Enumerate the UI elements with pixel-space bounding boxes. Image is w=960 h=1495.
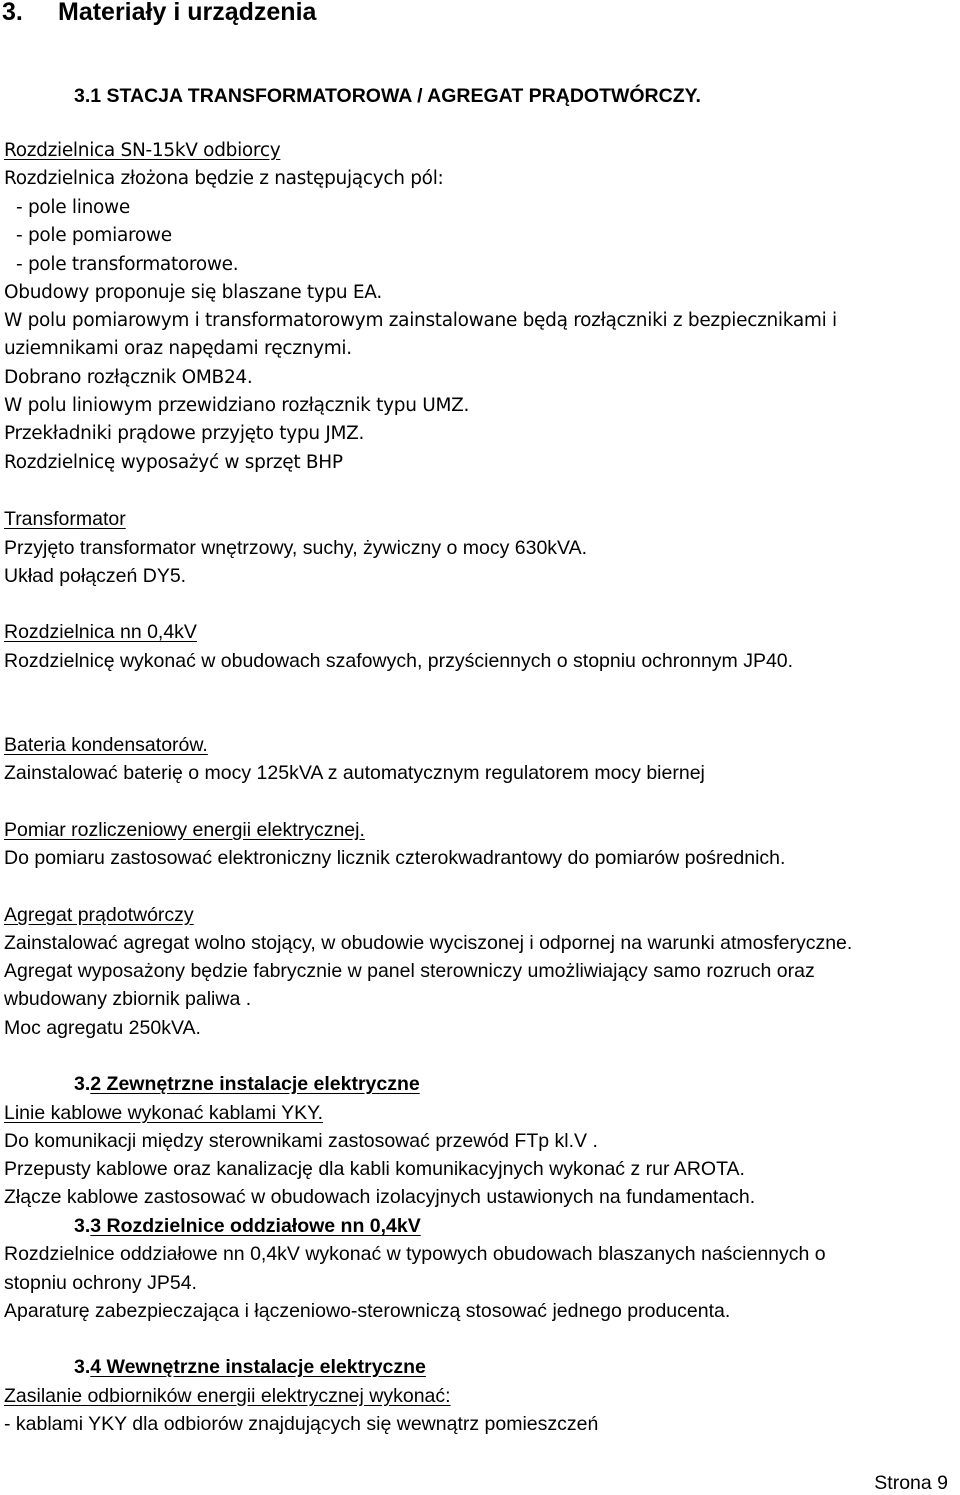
text-line: Aparaturę zabezpieczająca i łączeniowo-sterowniczą stosować jednego producenta. [4,1300,731,1322]
section-3-2-title [74,1072,420,1096]
section-3-1-title: 3.1 STACJA TRANSFORMATOROWA / AGREGAT PRĄDOTWÓRCZY. [74,85,701,107]
transformer-heading: Transformator [4,508,126,530]
text-line: Obudowy proponuje się blaszane typu EA. [4,282,382,303]
text-line: Rozdzielnicę wyposażyć w sprzęt BHP [4,452,343,473]
section-title: 2 Zewnętrzne instalacje elektryczne [90,1073,420,1095]
text-line: stopniu ochrony JP54. [4,1272,197,1294]
text-line: Przepusty kablowe oraz kanalizację dla kabli komunikacyjnych wykonać z rur AROTA. [4,1158,745,1180]
capacitor-bank-heading: Bateria kondensatorów. [4,734,208,756]
text-line: Agregat wyposażony będzie fabrycznie w panel sterowniczy umożliwiający samo rozruch oraz [4,960,815,982]
chapter-number: 3. [2,0,23,26]
lv-switchgear-heading: Rozdzielnica nn 0,4kV [4,621,197,643]
text-line: uziemnikami oraz napędami ręcznymi. [4,338,352,359]
text-line: Przyjęto transformator wnętrzowy, suchy, żywiczny o mocy 630kVA. [4,537,588,559]
chapter-heading [2,0,316,24]
text-line: Rozdzielnice oddziałowe nn 0,4kV wykonać w typowych obudowach blaszanych naściennych o [4,1243,826,1265]
sn-switchgear-heading: Rozdzielnica SN-15kV odbiorcy [4,140,281,161]
text-line: Rozdzielnicę wykonać w obudowach szafowych, przyściennych o stopniu ochronnym JP40. [4,650,794,672]
text-line: Zainstalować agregat wolno stojący, w obudowie wyciszonej i odpornej na warunki atmosferyczne. [4,932,853,954]
section-title: 3 Rozdzielnice oddziałowe nn 0,4kV [90,1215,421,1237]
generator-heading: Agregat prądotwórczy [4,904,194,926]
section-number: 3. [74,1215,91,1237]
chapter-title: Materiały i urządzenia [58,0,317,26]
section-number: 3. [74,1356,91,1378]
text-line: W polu pomiarowym i transformatorowym zainstalowane będą rozłączniki z bezpiecznikami i [4,310,837,331]
text-line: - kablami YKY dla odbiorów znajdujących się wewnątrz pomieszczeń [4,1413,599,1435]
section-title: 4 Wewnętrzne instalacje elektryczne [90,1356,426,1378]
section-number: 3. [74,1073,91,1095]
text-line: Przekładniki prądowe przyjęto typu JMZ. [4,423,365,444]
text-line: Złącze kablowe zastosować w obudowach izolacyjnych ustawionych na fundamentach. [4,1186,756,1208]
metering-heading: Pomiar rozliczeniowy energii elektrycznej. [4,819,365,841]
text-line: Rozdzielnica złożona będzie z następujących pól: [4,168,444,189]
text-line: Do pomiaru zastosować elektroniczny licznik czterokwadrantowy do pomiarów pośrednich. [4,847,786,869]
text-line: Linie kablowe wykonać kablami YKY. [4,1102,324,1124]
list-item: - pole linowe [16,197,130,218]
text-line: Zasilanie odbiorników energii elektrycznej wykonać: [4,1385,451,1407]
text-line: W polu liniowym przewidziano rozłącznik typu UMZ. [4,395,470,416]
text-line: Do komunikacji między sterownikami zastosować przewód FTp kl.V . [4,1130,598,1152]
list-item: - pole transformatorowe. [16,254,239,275]
text-line: Zainstalować baterię o mocy 125kVA z automatycznym regulatorem mocy biernej [4,762,705,784]
text-line: wbudowany zbiornik paliwa . [4,988,252,1010]
section-3-4-title [74,1355,426,1379]
text-line: Moc agregatu 250kVA. [4,1017,201,1039]
section-3-3-title [74,1214,421,1238]
page-number: Strona 9 [874,1472,948,1494]
text-line: Układ połączeń DY5. [4,565,187,587]
list-item: - pole pomiarowe [16,225,172,246]
text-line: Dobrano rozłącznik OMB24. [4,367,253,388]
